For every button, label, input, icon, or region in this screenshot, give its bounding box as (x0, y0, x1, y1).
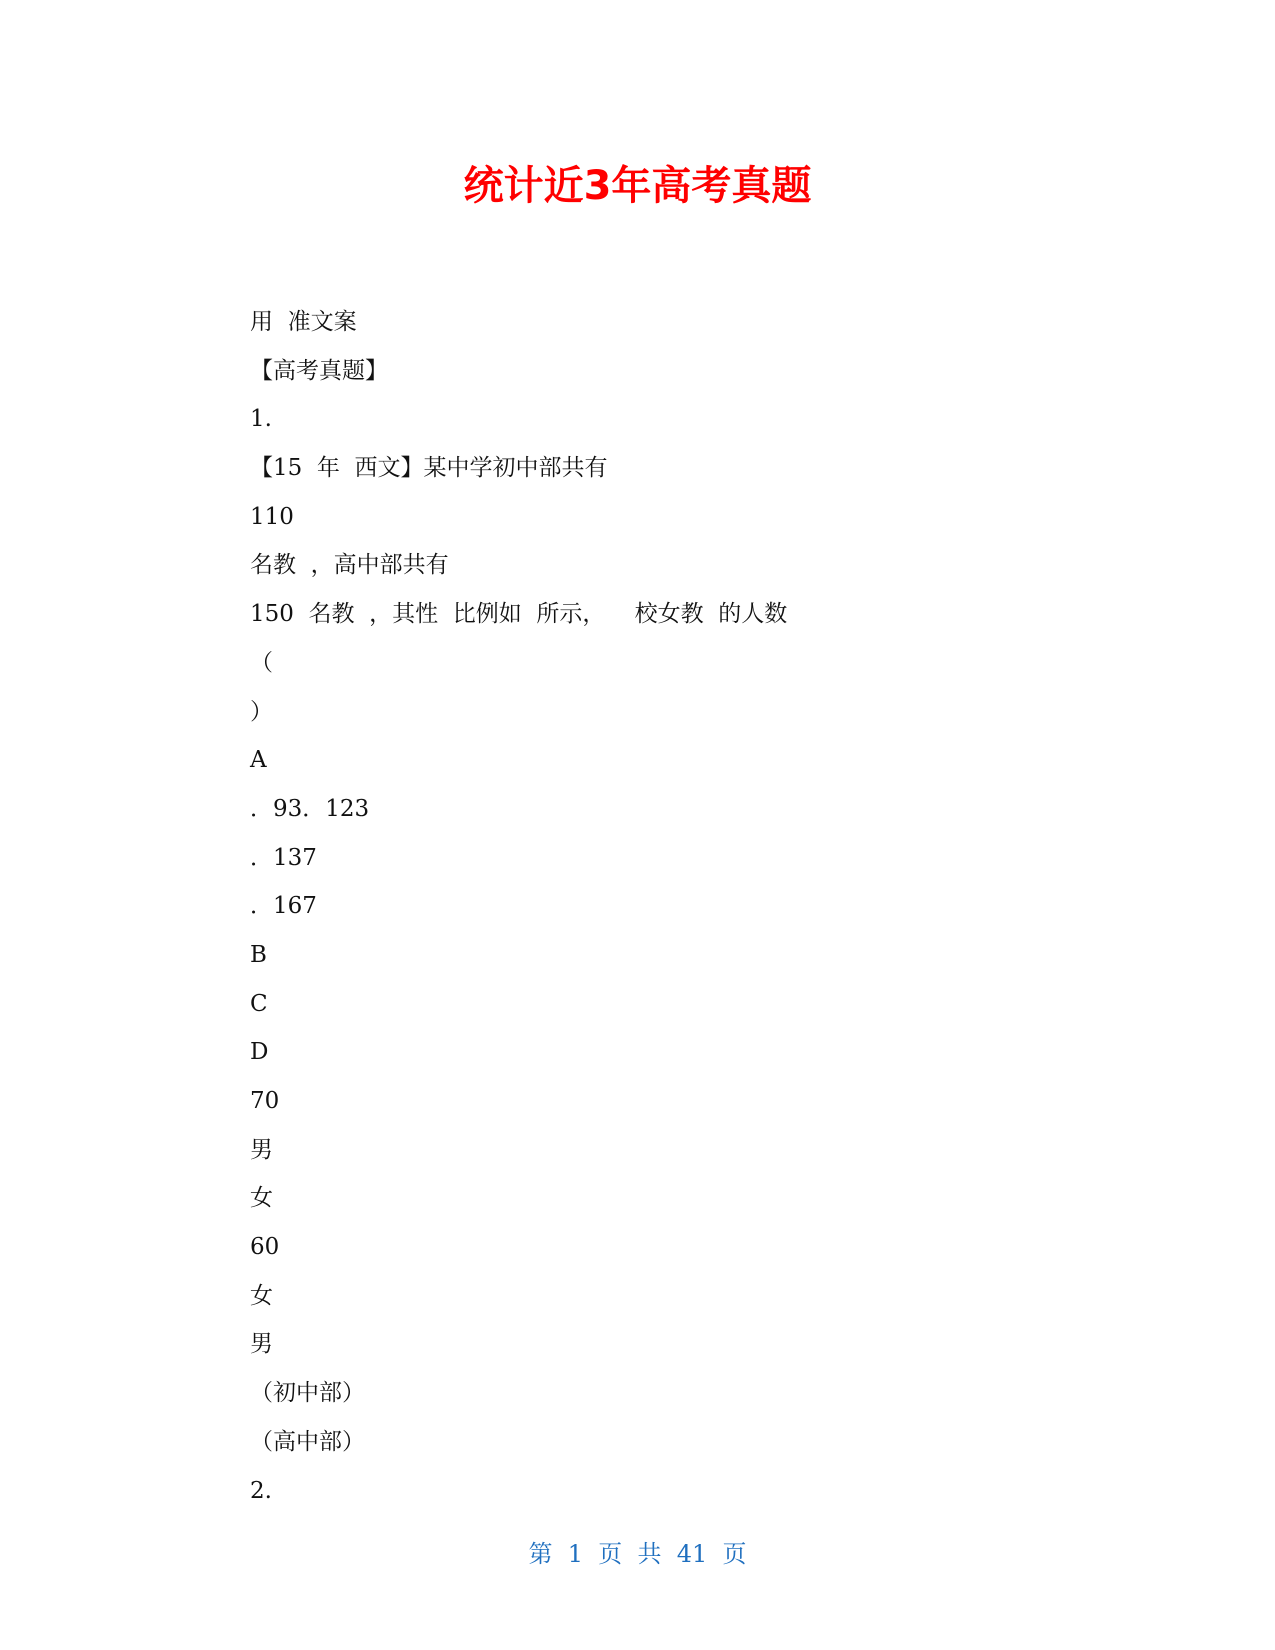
body-line: 70 (250, 1088, 280, 1114)
body-line: D (250, 1039, 269, 1066)
body-line: 【高考真题】 (250, 357, 388, 384)
body-line: 2. (250, 1477, 272, 1504)
body-line: （ (250, 649, 273, 676)
body-line: B (250, 941, 267, 968)
body-line: （高中部） (250, 1428, 365, 1455)
body-line: ．167 (250, 893, 317, 920)
page-footer: 第 1 页 共 41 页 (528, 1540, 747, 1568)
body-line: 男 (250, 1136, 273, 1163)
document-title: 统计近3年高考真题 (463, 163, 812, 209)
body-line: C (250, 990, 268, 1017)
body-line: 【15 年 西文】某中学初中部共有 (250, 455, 608, 482)
document-body (250, 298, 787, 1515)
body-line: 男 (250, 1331, 273, 1358)
body-line: 名教 ，高中部共有 (250, 552, 449, 579)
body-line: 女 (250, 1282, 273, 1309)
body-line: 60 (250, 1234, 280, 1261)
body-line: A (250, 747, 267, 774)
body-line: （初中部） (250, 1380, 365, 1407)
body-line: 110 (250, 503, 294, 530)
body-line: 女 (250, 1185, 273, 1212)
body-line: ．93．123 (250, 795, 370, 822)
body-line: 1. (250, 406, 272, 433)
body-line: ） (250, 698, 273, 725)
body-line: 150 名教 ，其性 比例如 所示， 校女教 的人数 (250, 601, 788, 628)
body-line: ．137 (250, 844, 317, 871)
body-line: 用 准文案 (250, 309, 357, 335)
